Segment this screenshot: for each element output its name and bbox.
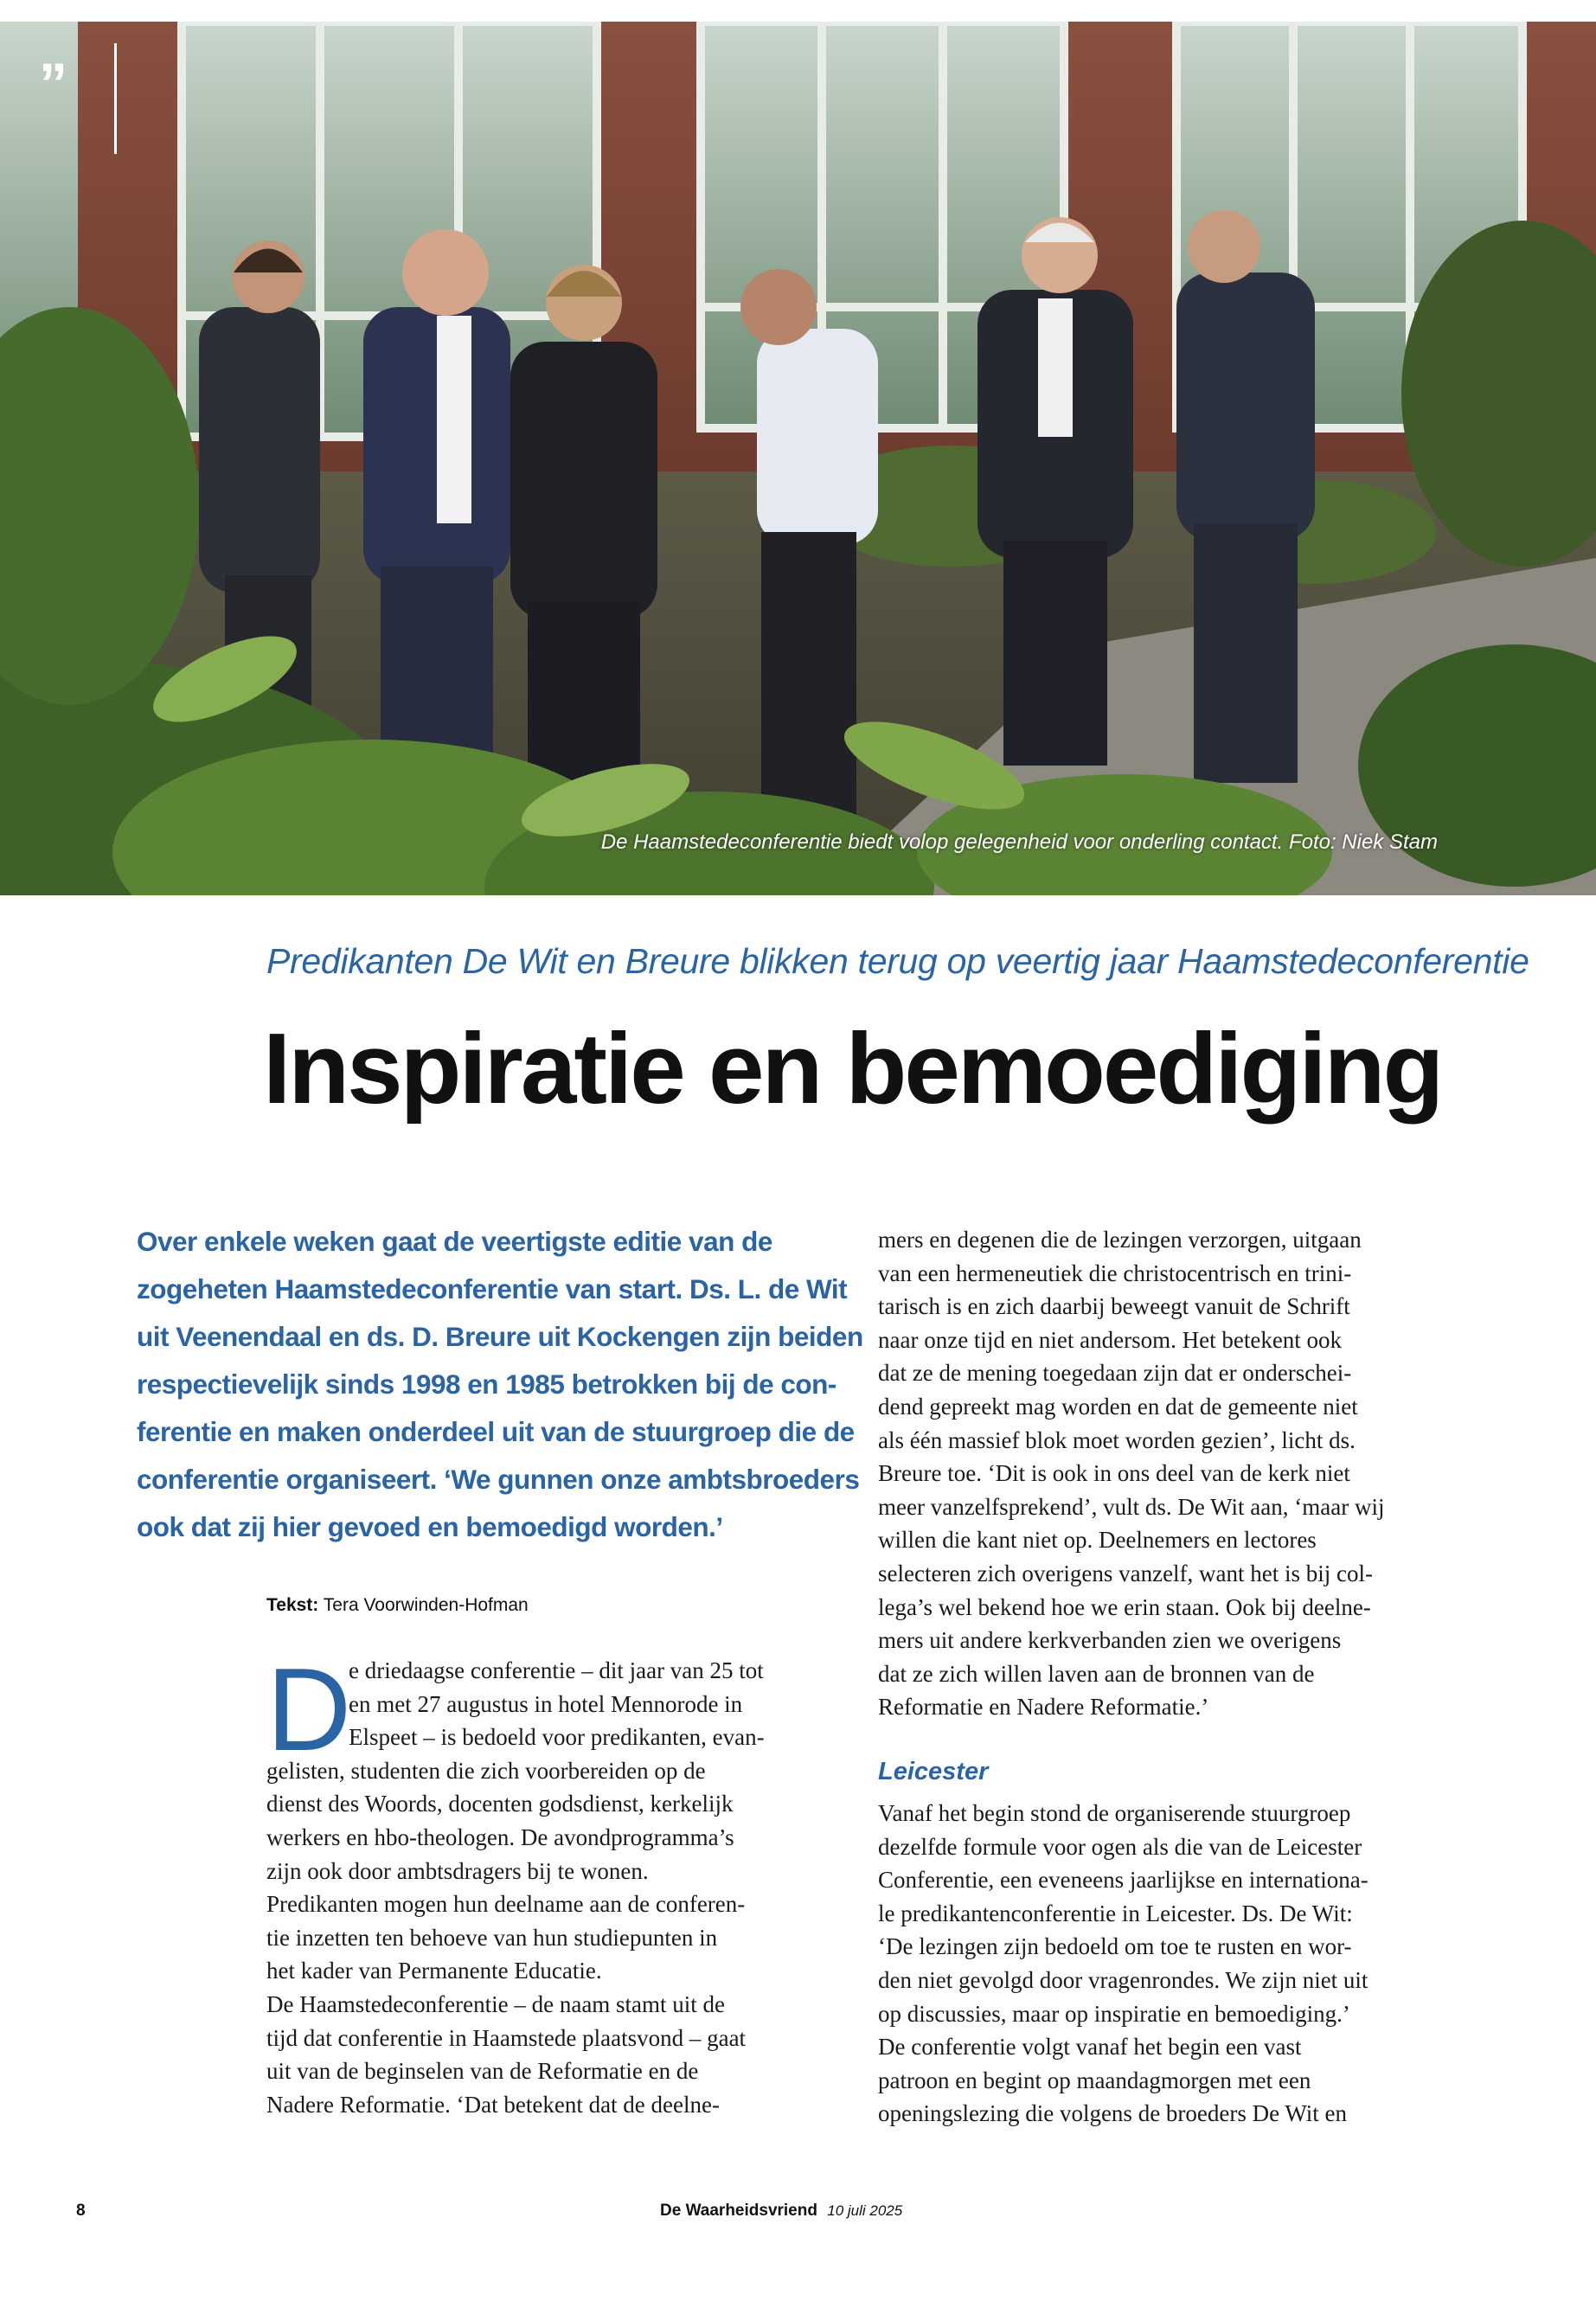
- page-number: 8: [76, 2202, 86, 2220]
- drop-cap: D: [266, 1644, 352, 1775]
- article-intro: [137, 1218, 863, 1551]
- body-line: De Haamstedeconferentie – de naam stamt uit de: [266, 1990, 726, 2017]
- body-line: naar onze tijd en niet andersom. Het betekent ook: [878, 1326, 1343, 1353]
- intro-line: zogeheten Haamstedeconferentie van start. Ds. L. de Wit: [137, 1273, 848, 1304]
- body-line: dend gepreekt mag worden en dat de gemeente niet: [878, 1393, 1358, 1420]
- body-line: ‘De lezingen zijn bedoeld om toe te rusten en wor-: [878, 1933, 1352, 1960]
- intro-line: conferentie organiseert. ‘We gunnen onze ambtsbroeders: [137, 1464, 860, 1495]
- body-line: Predikanten mogen hun deelname aan de conferen-: [266, 1891, 746, 1918]
- body-line: le predikantenconferentie in Leicester. Ds. De Wit:: [878, 1900, 1353, 1926]
- body-line: mers uit andere kerkverbanden zien we overigens: [878, 1627, 1342, 1654]
- header-photo: [0, 22, 1596, 895]
- intro-line: ook dat zij hier gevoed en bemoedigd worden.’: [137, 1511, 723, 1542]
- body-line: Vanaf het begin stond de organiserende stuurgroep: [878, 1800, 1351, 1826]
- body-line: tijd dat conferentie in Haamstede plaatsvond – gaat: [266, 2024, 747, 2051]
- body-line: meer vanzelfsprekend’, vult ds. De Wit aan, ‘maar wij: [878, 1493, 1385, 1520]
- body-line: en met 27 augustus in hotel Mennorode in: [349, 1690, 743, 1717]
- body-line: op discussies, maar op inspiratie en bemoediging.’: [878, 2000, 1350, 2027]
- body-line: werkers en hbo-theologen. De avondprogramma’s: [266, 1823, 734, 1850]
- body-line: e driedaagse conferentie – dit jaar van 25 tot: [349, 1657, 764, 1683]
- quote-mark-icon: ”: [39, 51, 67, 115]
- body-line: tie inzetten ten behoeve van hun studiepunten in: [266, 1924, 718, 1951]
- body-line: als één massief blok moet worden gezien’, licht ds.: [878, 1426, 1356, 1453]
- byline-label: Tekst:: [266, 1595, 319, 1615]
- photo-illustration: [0, 22, 1596, 895]
- body-line: willen die kant niet op. Deelnemers en lectores: [878, 1527, 1317, 1554]
- photo-caption: De Haamstedeconferentie biedt volop gelegenheid voor onderling contact. Foto: Niek Stam: [600, 830, 1438, 854]
- issue-date: 10 juli 2025: [827, 2202, 903, 2219]
- body-line: patroon en begint op maandagmorgen met een: [878, 2067, 1311, 2093]
- body-line: het kader van Permanente Educatie.: [266, 1958, 602, 1984]
- body-line: Elspeet – is bedoeld voor predikanten, evan-: [349, 1724, 765, 1751]
- byline: [266, 1595, 529, 1616]
- body-line: dienst des Woords, docenten godsdienst, kerkelijk: [266, 1791, 734, 1817]
- byline-author: Tera Voorwinden-Hofman: [323, 1595, 529, 1615]
- body-line: gelisten, studenten die zich voorbereiden op de: [266, 1757, 706, 1784]
- body-line: Reformatie en Nadere Reformatie.’: [878, 1694, 1209, 1721]
- body-line: uit van de beginselen van de Reformatie en de: [266, 2058, 699, 2085]
- body-line: mers en degenen die de lezingen verzorgen, uitgaan: [878, 1227, 1362, 1253]
- body-line: dezelfde formule voor ogen als die van de Leicester: [878, 1833, 1362, 1860]
- body-line: Conferentie, een eveneens jaarlijkse en internationa-: [878, 1867, 1368, 1894]
- body-column-left: [266, 1654, 837, 2121]
- body-line: De conferentie volgt vanaf het begin een vast: [878, 2034, 1302, 2061]
- intro-line: respectievelijk sinds 1998 en 1985 betrokken bij de con-: [137, 1368, 836, 1400]
- article-title: Inspiratie en bemoediging: [263, 1012, 1442, 1125]
- body-line: openingslezing die volgens de broeders De Wit en: [878, 2100, 1348, 2127]
- page-footer: [660, 2202, 902, 2221]
- body-column-right-continued: [878, 1797, 1466, 2131]
- body-line: Breure toe. ‘Dit is ook in ons deel van de kerk niet: [878, 1460, 1350, 1487]
- article-subtitle: Predikanten De Wit en Breure blikken terug op veertig jaar Haamstedeconferentie: [266, 941, 1529, 981]
- body-column-right: [878, 1223, 1466, 1724]
- body-line: Nadere Reformatie. ‘Dat betekent dat de deelne-: [266, 2091, 720, 2118]
- quote-divider: [114, 43, 117, 154]
- intro-line: uit Veenendaal en ds. D. Breure uit Kockengen zijn beiden: [137, 1321, 863, 1352]
- body-line: zijn ook door ambtsdragers bij te wonen.: [266, 1857, 649, 1884]
- body-line: tarisch is en zich daarbij beweegt vanuit de Schrift: [878, 1293, 1350, 1320]
- body-line: dat ze zich willen laven aan de bronnen van de: [878, 1660, 1315, 1687]
- body-line: van een hermeneutiek die christocentrisch en trini-: [878, 1259, 1352, 1286]
- intro-line: Over enkele weken gaat de veertigste editie van de: [137, 1226, 772, 1257]
- body-line: dat ze de mening toegedaan zijn dat er onderschei-: [878, 1360, 1352, 1387]
- intro-line: ferentie en maken onderdeel uit van de stuurgroep die de: [137, 1416, 855, 1447]
- body-line: selecteren zich overigens vanzelf, want het is bij col-: [878, 1560, 1374, 1586]
- section-heading-leicester: Leicester: [878, 1758, 989, 1785]
- body-line: den niet gevolgd door vragenrondes. We zijn niet uit: [878, 1966, 1368, 1993]
- body-line: lega’s wel bekend hoe we erin staan. Ook bij deelne-: [878, 1593, 1371, 1620]
- publication-name: De Waarheidsvriend: [660, 2202, 817, 2220]
